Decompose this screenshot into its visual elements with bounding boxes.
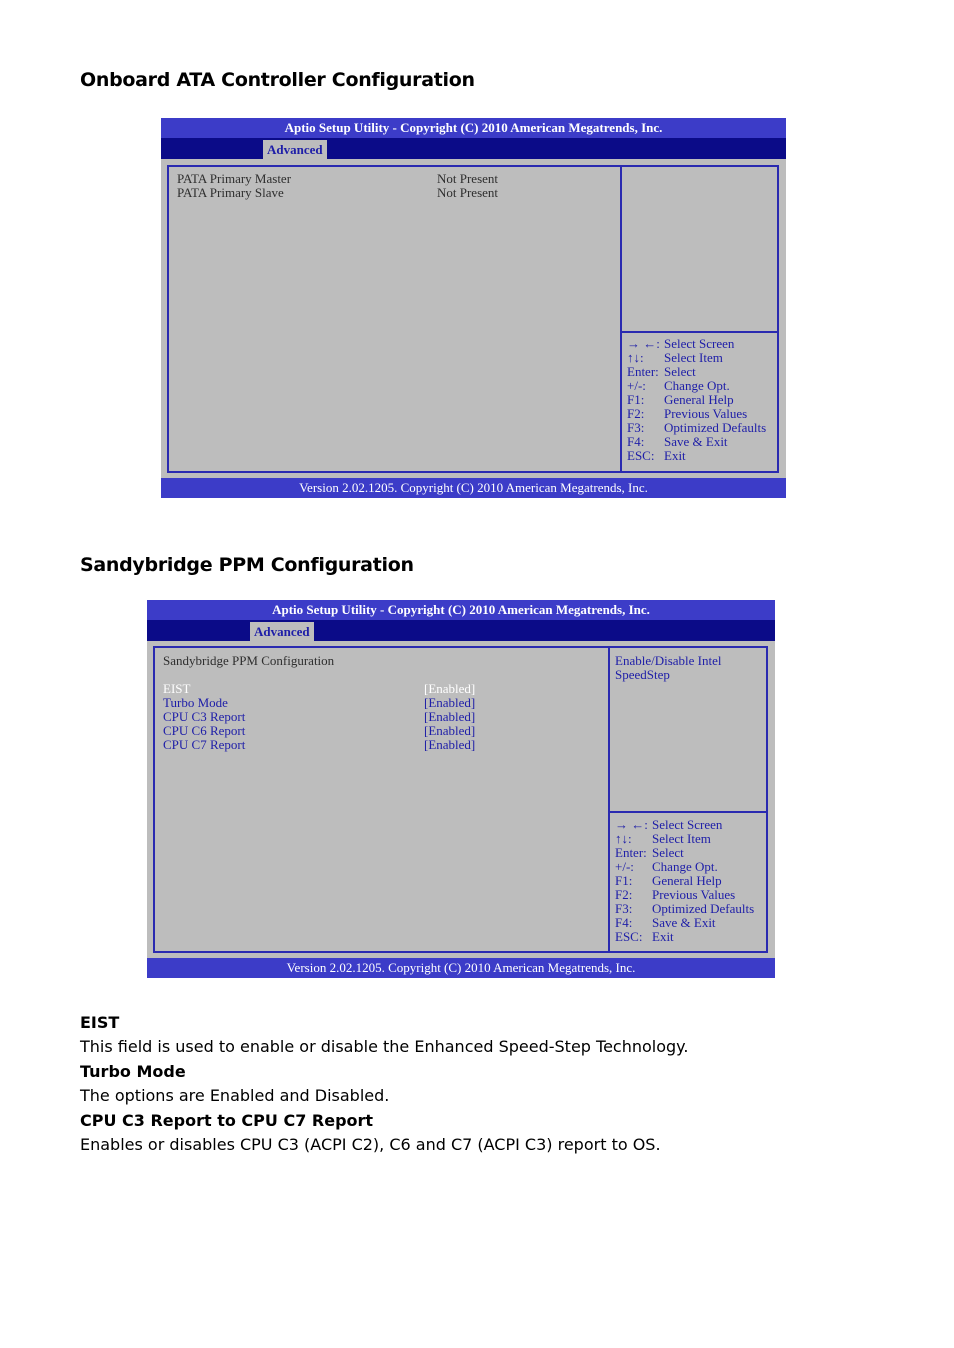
key-help-action: Exit [652,929,674,944]
tab-advanced[interactable]: Advanced [263,140,327,159]
bios-title-bar: Aptio Setup Utility - Copyright (C) 2010 American Megatrends, Inc. [147,600,775,620]
section-heading-ppm: Sandybridge PPM Configuration [80,554,414,576]
bios-main-panel [167,165,622,473]
option-cpu-c7-report-value[interactable]: [Enabled] [424,737,476,752]
key-help-key: ESC: [627,448,655,463]
key-help-key: Enter: [615,845,647,860]
bios-key-help-panel [608,811,768,953]
key-help-key: F4: [627,434,645,449]
key-help-key: Enter: [627,364,659,379]
section-heading-ata: Onboard ATA Controller Configuration [80,69,475,91]
key-help-action: General Help [652,873,722,888]
row-pata-primary-master-value: Not Present [437,171,499,186]
option-cpu-c6-report-value[interactable]: [Enabled] [424,723,476,738]
key-help-action: Optimized Defaults [652,901,755,916]
row-pata-primary-slave-value: Not Present [437,185,499,200]
key-help-action: Select Screen [652,817,723,832]
key-help-action: Select Item [664,350,723,365]
key-help-action: Exit [664,448,686,463]
row-label: PATA Primary Slave [177,185,284,200]
row-pata-primary-master [177,172,291,186]
desc-title-cpu-report: CPU C3 Report to CPU C7 Report [80,1111,374,1130]
key-help-key: +/-: [615,859,634,874]
option-eist-value[interactable]: [Enabled] [424,681,476,696]
key-help-action: General Help [664,392,734,407]
key-help-key: F3: [627,420,645,435]
bios-help-panel [608,646,768,813]
key-help-key: ↑↓: [627,350,644,365]
key-help-key: → ←: [615,817,648,832]
option-cpu-c3-report[interactable]: CPU C3 Report [163,709,246,724]
tab-advanced[interactable]: Advanced [250,622,314,641]
option-turbo-mode[interactable]: Turbo Mode [163,695,228,710]
bios-tab-bar [147,620,775,641]
key-help-action: Optimized Defaults [664,420,767,435]
bios-key-help-panel [620,331,779,473]
bios-footer-bar: Version 2.02.1205. Copyright (C) 2010 American Megatrends, Inc. [147,958,775,978]
help-text-line: Enable/Disable Intel [615,653,722,668]
desc-title-turbo-mode: Turbo Mode [80,1062,186,1081]
bios-tab-bar [161,138,786,159]
key-help-key: F4: [615,915,633,930]
desc-body-cpu-report: Enables or disables CPU C3 (ACPI C2), C6 and C7 (ACPI C3) report to OS. [80,1135,661,1154]
help-text-line: SpeedStep [615,667,670,682]
bios-footer-bar: Version 2.02.1205. Copyright (C) 2010 American Megatrends, Inc. [161,478,786,498]
bios-screen-ata [161,118,786,498]
bios-help-panel [620,165,779,333]
key-help-action: Select Screen [664,336,735,351]
key-help-action: Select [664,364,696,379]
desc-title-eist: EIST [80,1013,120,1032]
option-cpu-c6-report[interactable]: CPU C6 Report [163,723,246,738]
key-help-action: Change Opt. [664,378,730,393]
key-help-key: +/-: [627,378,646,393]
desc-body-eist: This field is used to enable or disable the Enhanced Speed-Step Technology. [80,1037,689,1056]
option-eist[interactable]: EIST [163,681,191,696]
key-help-key: F3: [615,901,633,916]
key-help-key: F1: [615,873,633,888]
key-help-action: Select [652,845,684,860]
key-help-action: Change Opt. [652,859,718,874]
option-turbo-mode-value[interactable]: [Enabled] [424,695,476,710]
key-help-action: Previous Values [664,406,748,421]
key-help-key: F1: [627,392,645,407]
bios-title-bar: Aptio Setup Utility - Copyright (C) 2010 American Megatrends, Inc. [161,118,786,138]
key-help-key: → ←: [627,336,660,351]
key-help-action: Save & Exit [664,434,728,449]
option-cpu-c7-report[interactable]: CPU C7 Report [163,737,246,752]
key-help-action: Save & Exit [652,915,716,930]
key-help-key: ↑↓: [615,831,632,846]
bios-screen-ppm [147,600,775,978]
option-cpu-c3-report-value[interactable]: [Enabled] [424,709,476,724]
key-help-action: Previous Values [652,887,736,902]
row-pata-primary-slave [177,186,284,200]
panel-title: Sandybridge PPM Configuration [163,653,335,668]
key-help-key: ESC: [615,929,643,944]
key-help-action: Select Item [652,831,711,846]
key-help-key: F2: [627,406,645,421]
desc-body-turbo-mode: The options are Enabled and Disabled. [80,1086,390,1105]
key-help-key: F2: [615,887,633,902]
row-label: PATA Primary Master [177,171,292,186]
bios-main-panel [153,646,610,953]
